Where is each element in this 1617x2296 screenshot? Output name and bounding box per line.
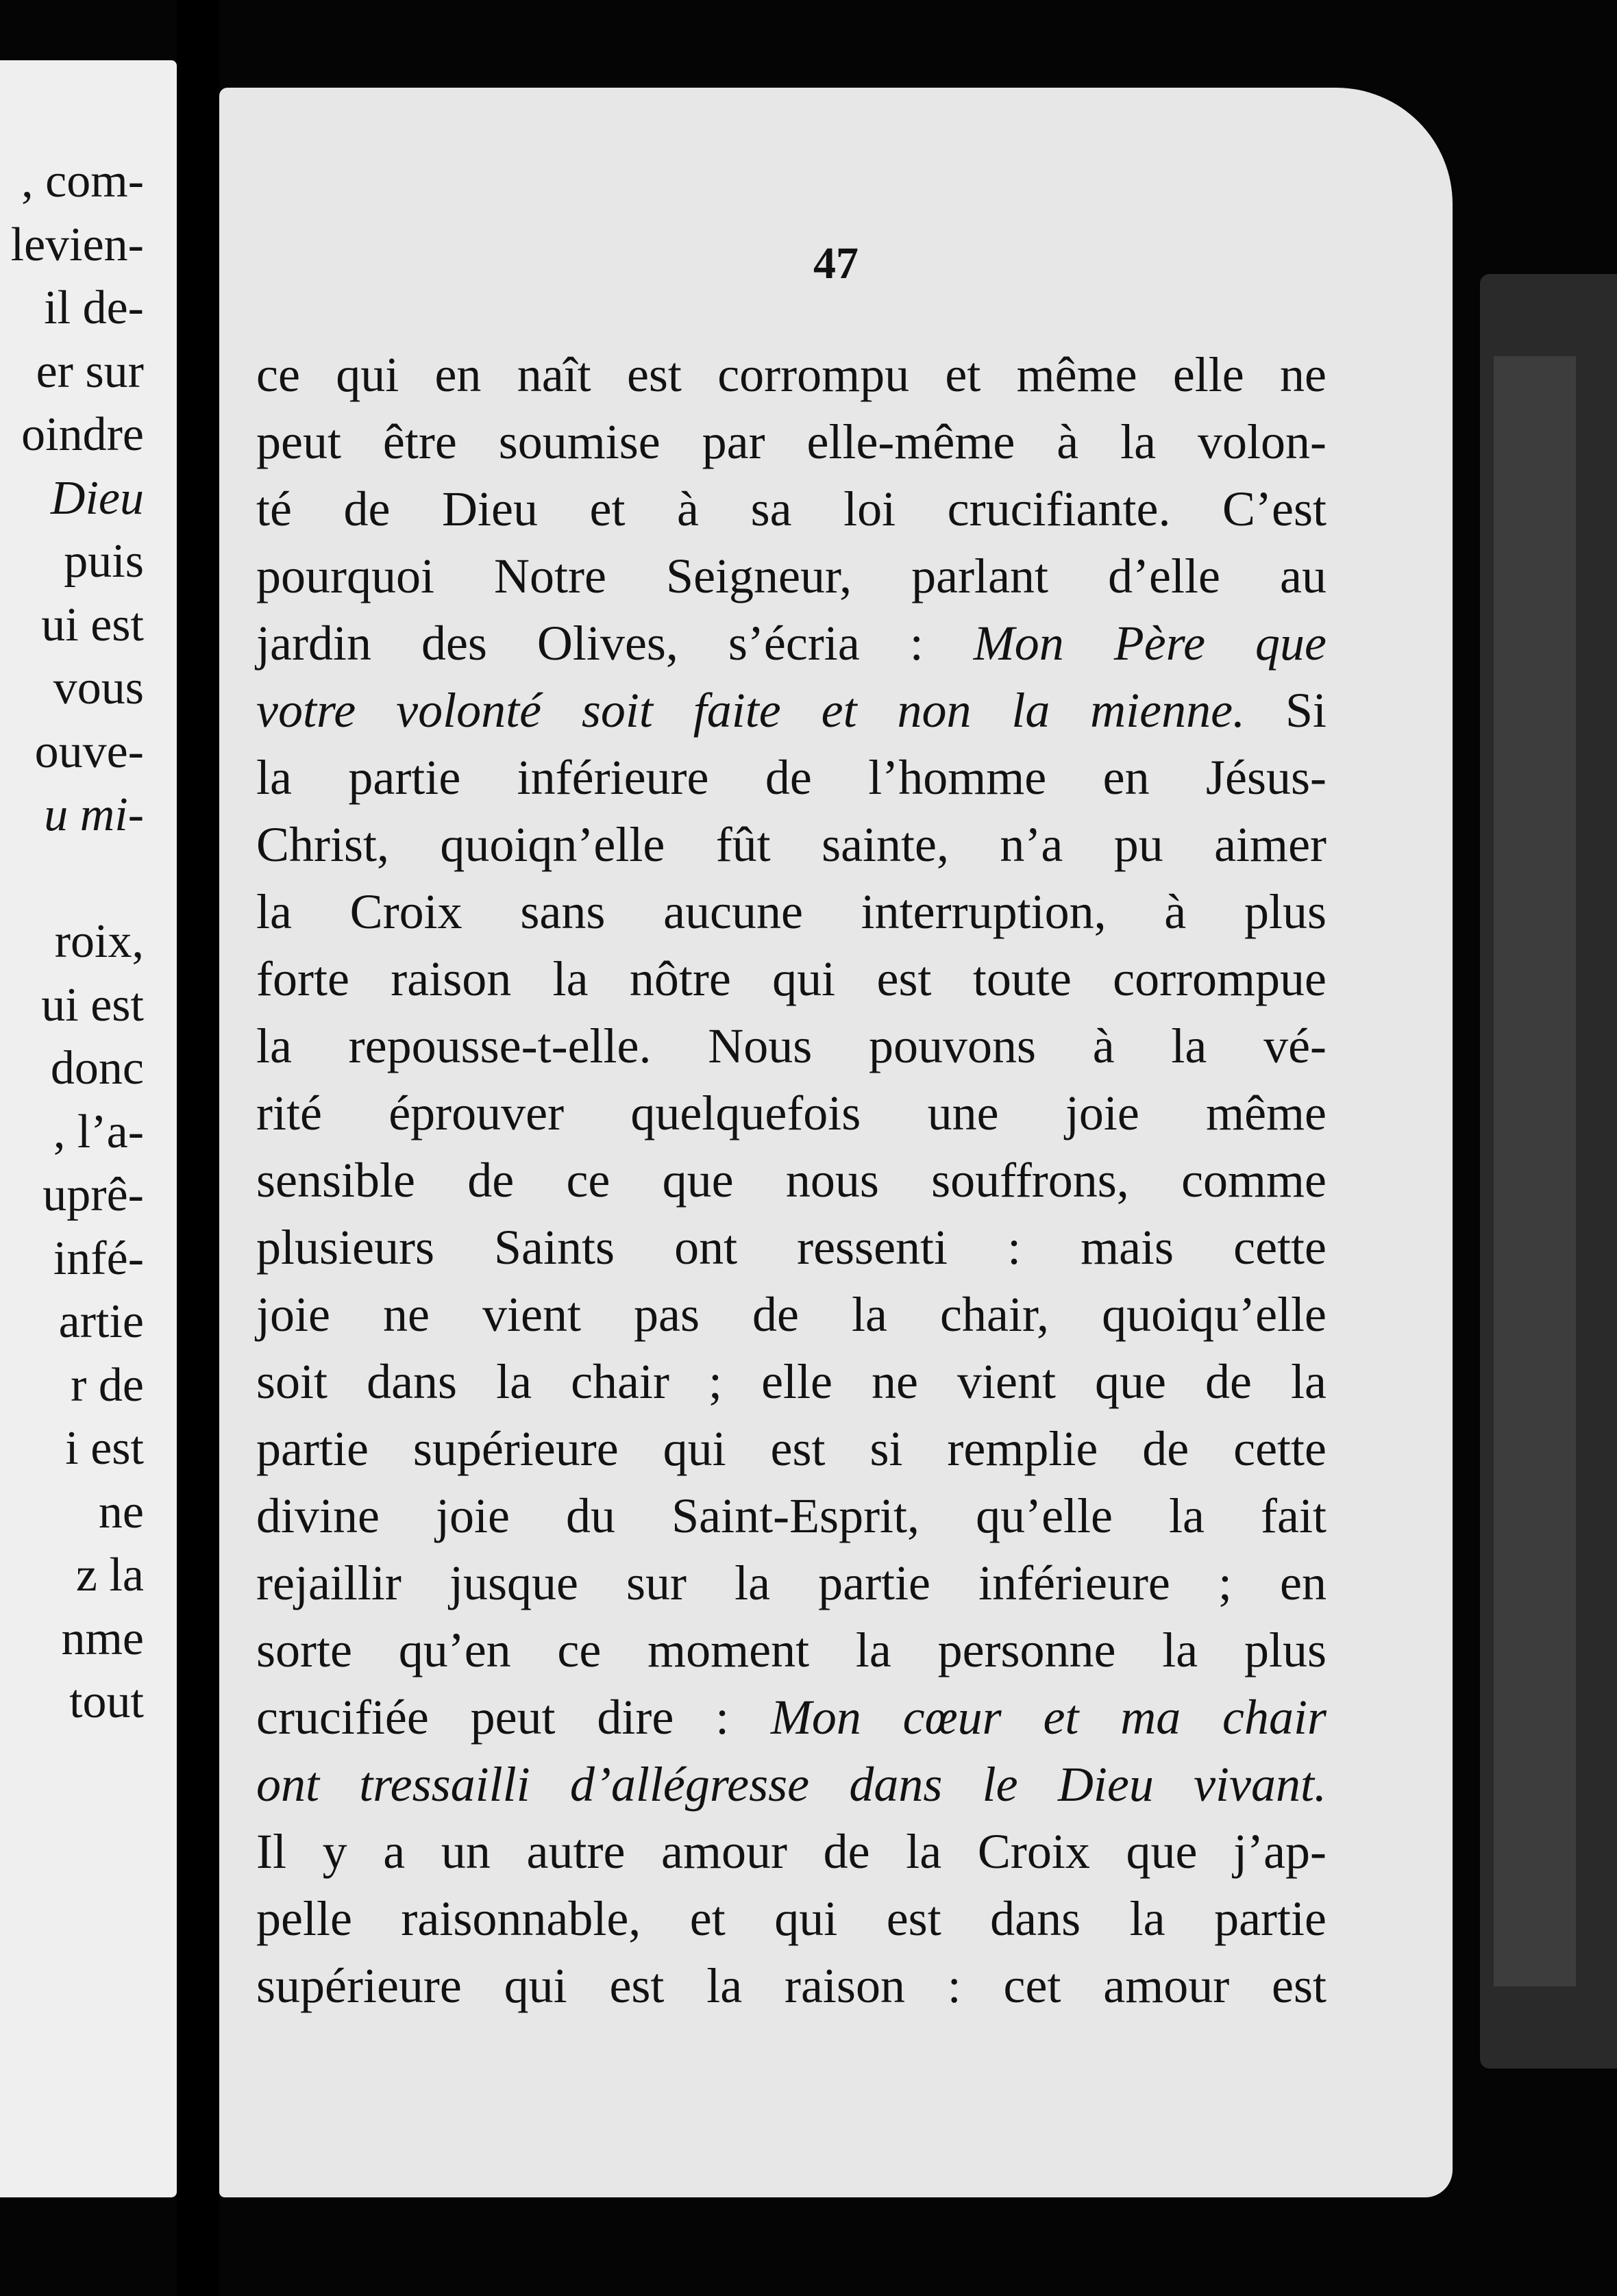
text-line: [256, 1080, 1326, 1147]
text-line: [256, 408, 1326, 475]
text-run: forte raison la nôtre qui est toute corrompue: [256, 951, 1326, 1006]
facing-page-line: infé-: [53, 1232, 144, 1285]
text-line: [256, 1952, 1326, 2019]
text-run: pourquoi Notre Seigneur, parlant d’elle au: [256, 549, 1326, 603]
text-line: [256, 1885, 1326, 1952]
book-gutter: [177, 0, 219, 2296]
facing-page-line: roix,: [54, 915, 144, 968]
text-line: [256, 1281, 1326, 1348]
text-run: divine joie du Saint-Esprit, qu’elle la fait: [256, 1488, 1326, 1543]
facing-page-line: er sur: [36, 345, 144, 398]
italic-text: votre volonté soit faite et non la mienne.: [256, 683, 1246, 738]
facing-page-line: nme: [61, 1612, 144, 1665]
text-line: [256, 1147, 1326, 1214]
facing-page-line: r de: [71, 1358, 144, 1412]
italic-text: Mon Père que: [973, 616, 1326, 671]
facing-page-line: ui est: [41, 598, 144, 651]
book-page: [219, 88, 1453, 2197]
text-line: [256, 1549, 1326, 1617]
text-line: [256, 677, 1326, 744]
facing-page-line: vous: [53, 662, 144, 714]
text-run: Il y a un autre amour de la Croix que j’ap-: [256, 1824, 1326, 1879]
text-line: [256, 542, 1326, 610]
facing-page-line: ui est: [41, 978, 144, 1032]
facing-page: [0, 60, 177, 2197]
text-run: rité éprouver quelquefois une joie même: [256, 1086, 1326, 1140]
page-body-text: [256, 341, 1326, 2019]
text-run: ce qui en naît est corrompu et même elle ne: [256, 347, 1326, 402]
page-number: 47: [813, 238, 859, 288]
text-run: supérieure qui est la raison : cet amour est: [256, 1958, 1326, 2013]
text-run: soit dans la chair ; elle ne vient que de la: [256, 1354, 1326, 1409]
text-line: [256, 1482, 1326, 1549]
facing-page-line: , com-: [21, 155, 144, 208]
text-run: Si: [1245, 683, 1327, 738]
text-line: [256, 1751, 1326, 1818]
facing-page-line: ne: [98, 1485, 144, 1538]
facing-page-line: uprê-: [42, 1169, 144, 1221]
text-line: [256, 945, 1326, 1012]
text-line: [256, 341, 1326, 408]
facing-page-line: Dieu: [50, 471, 144, 525]
facing-page-line: il de-: [44, 282, 144, 334]
facing-page-line: tout: [69, 1675, 144, 1728]
text-line: [256, 1617, 1326, 1684]
book-cover-edge-inner: [1494, 356, 1576, 1986]
text-run: la repousse-t-elle. Nous pouvons à la vé-: [256, 1019, 1326, 1073]
facing-page-line: oindre: [21, 408, 144, 461]
text-line: [256, 744, 1326, 811]
text-line: [256, 1214, 1326, 1281]
text-line: [256, 1348, 1326, 1415]
text-run: rejaillir jusque sur la partie inférieure ; en: [256, 1556, 1326, 1610]
facing-page-line: u mi-: [44, 788, 144, 841]
text-run: la partie inférieure de l’homme en Jésus-: [256, 750, 1326, 805]
text-run: crucifiée peut dire :: [256, 1690, 771, 1745]
text-run: partie supérieure qui est si remplie de cette: [256, 1421, 1326, 1476]
text-line: [256, 610, 1326, 677]
text-run: pelle raisonnable, et qui est dans la partie: [256, 1891, 1326, 1946]
facing-page-line: z la: [75, 1549, 144, 1601]
facing-page-line: artie: [58, 1295, 144, 1348]
text-run: joie ne vient pas de la chair, quoiqu’elle: [256, 1287, 1326, 1342]
facing-page-line: levien-: [10, 218, 144, 271]
text-run: peut être soumise par elle-même à la volon-: [256, 414, 1326, 469]
italic-text: Mon cœur et ma chair: [770, 1690, 1326, 1745]
text-run: la Croix sans aucune interruption, à plus: [256, 884, 1326, 939]
text-line: [256, 1818, 1326, 1885]
facing-page-line: puis: [64, 535, 144, 588]
text-line: [256, 1684, 1326, 1751]
text-run: sensible de ce que nous souffrons, comme: [256, 1153, 1326, 1208]
text-line: [256, 811, 1326, 878]
text-run: té de Dieu et à sa loi crucifiante. C’est: [256, 482, 1326, 536]
text-line: [256, 1012, 1326, 1080]
text-line: [256, 475, 1326, 542]
text-line: [256, 1415, 1326, 1482]
facing-page-line: ouve-: [34, 725, 144, 778]
facing-page-line: , l’a-: [53, 1105, 144, 1158]
text-run: Christ, quoiqn’elle fût sainte, n’a pu aimer: [256, 817, 1326, 872]
italic-text: ont tressailli d’allégresse dans le Dieu vivant.: [256, 1757, 1326, 1812]
facing-page-line: donc: [50, 1042, 144, 1095]
text-run: jardin des Olives, s’écria :: [256, 616, 974, 671]
text-run: plusieurs Saints ont ressenti : mais cette: [256, 1220, 1326, 1275]
text-run: sorte qu’en ce moment la personne la plus: [256, 1623, 1326, 1677]
text-line: [256, 878, 1326, 945]
facing-page-line: i est: [65, 1422, 144, 1475]
